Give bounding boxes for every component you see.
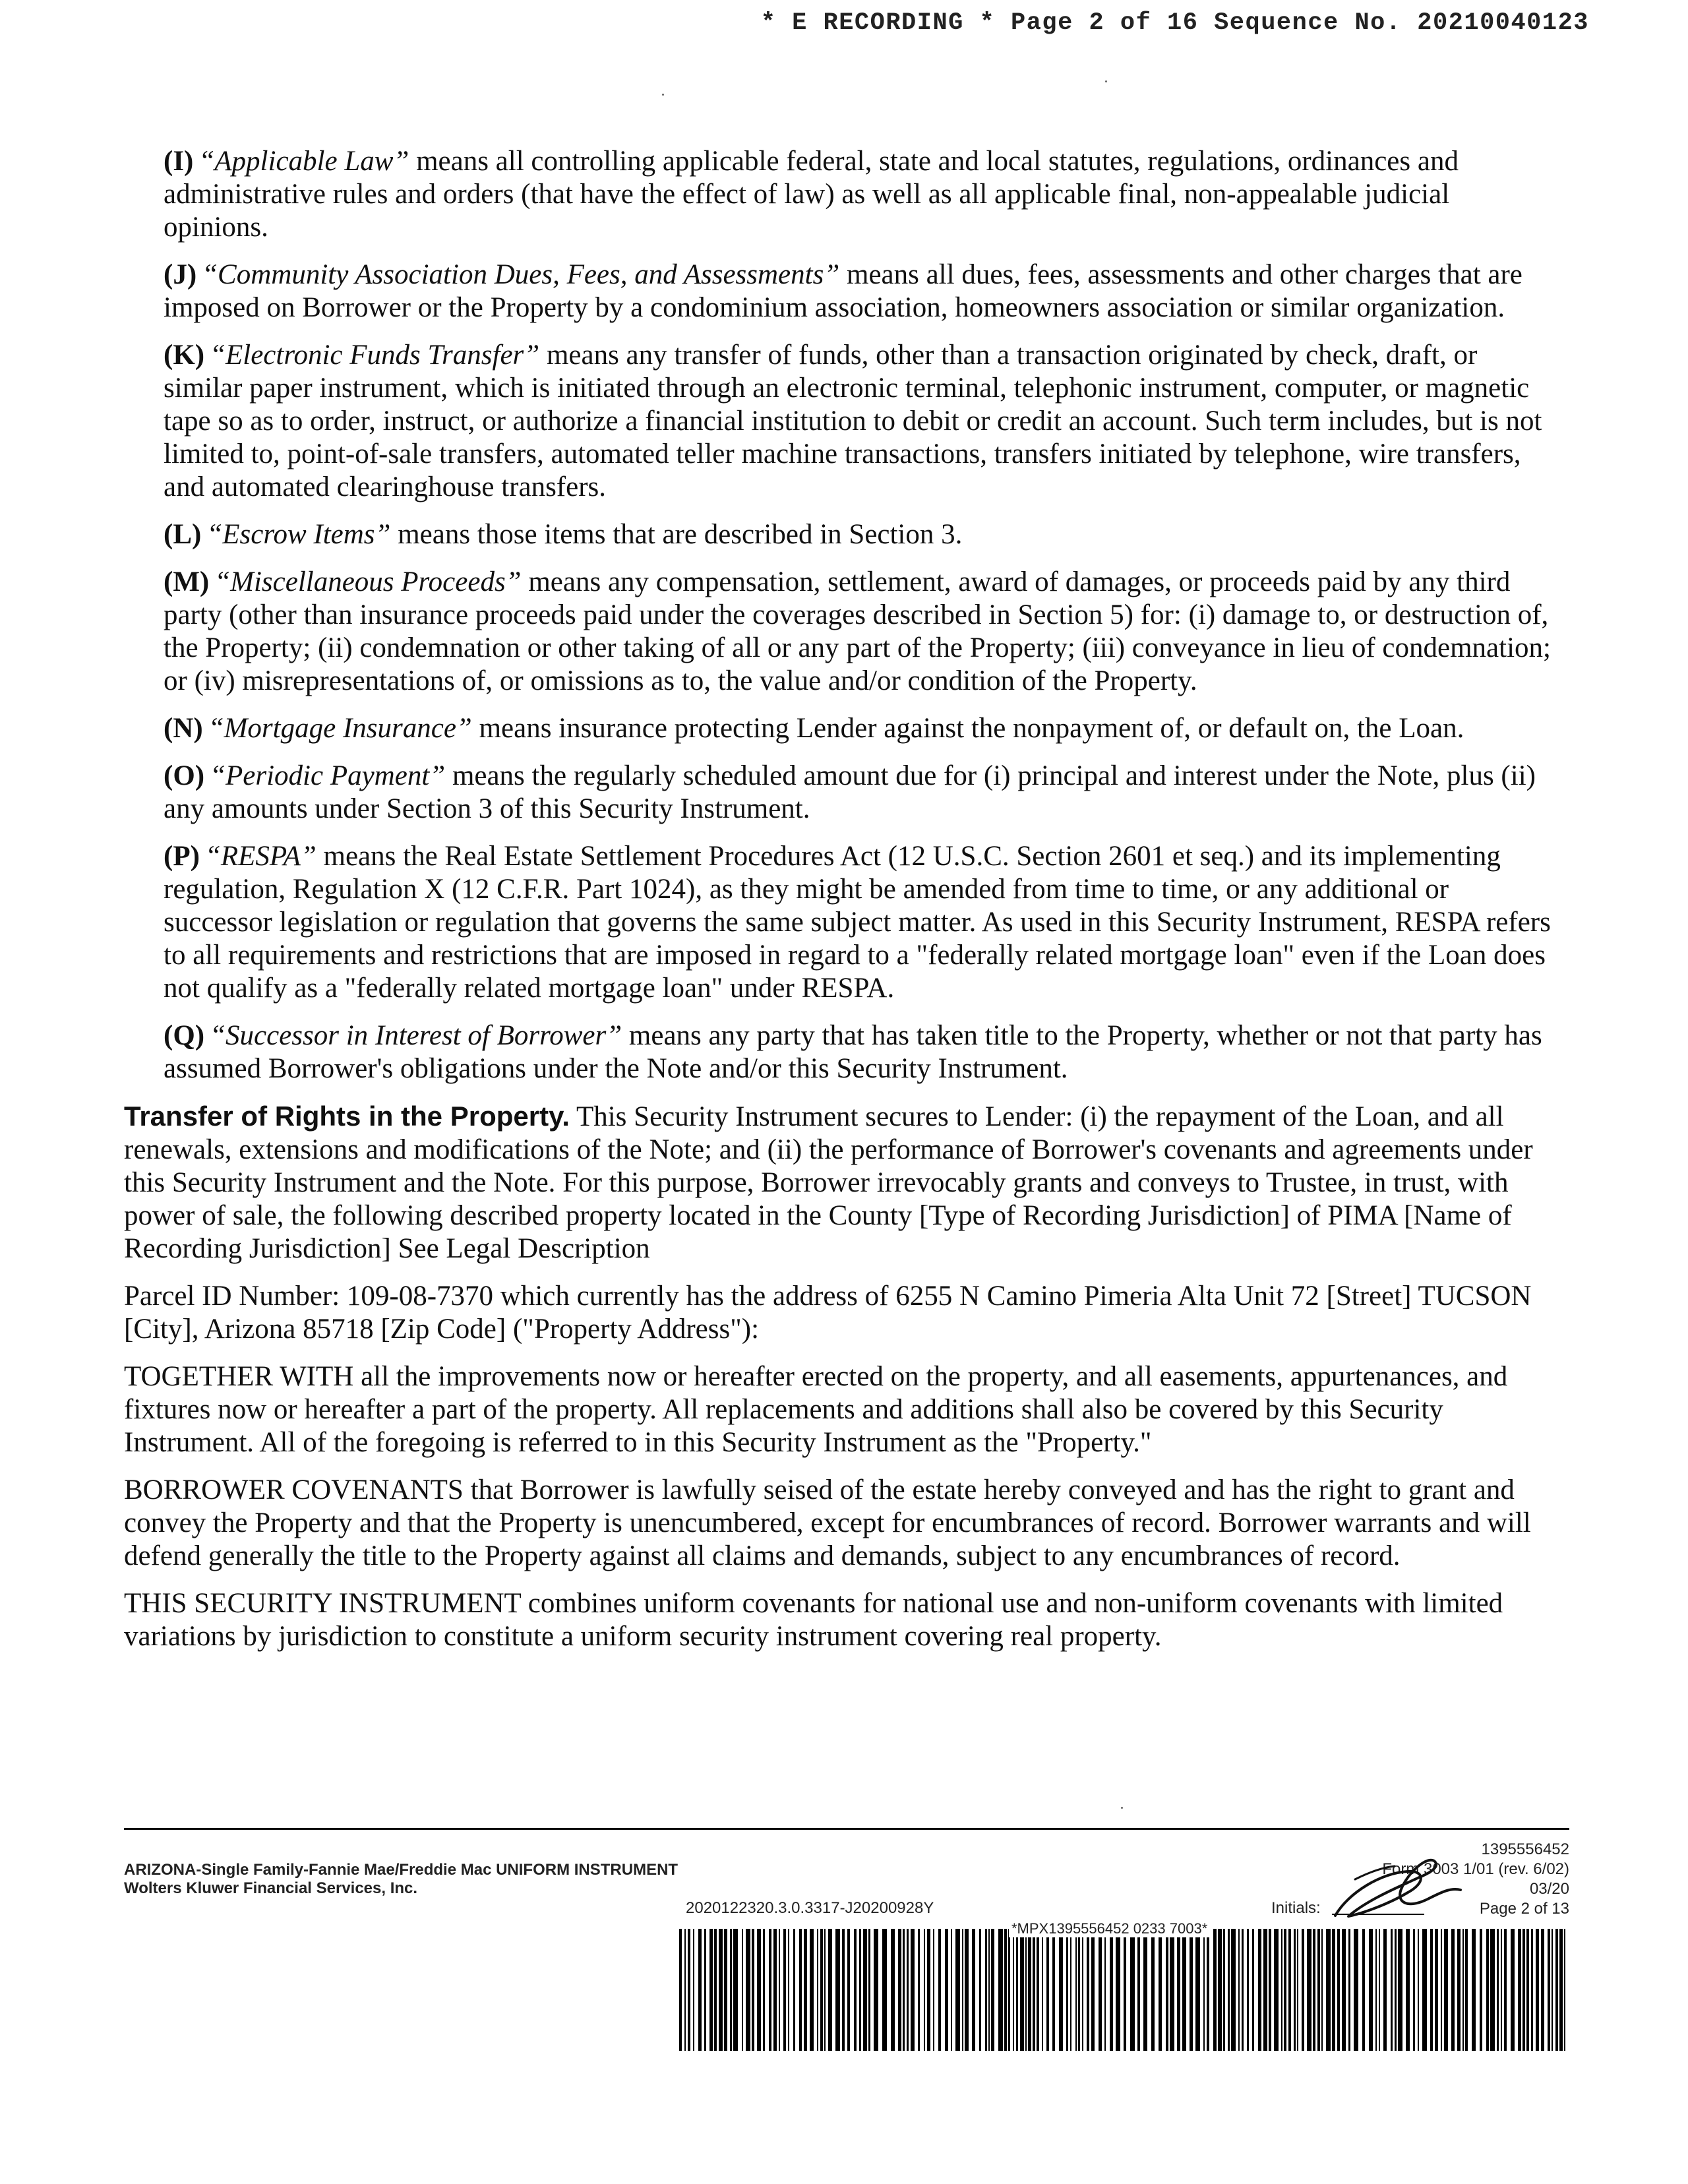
barcode-bar xyxy=(769,1929,771,2051)
barcode-bar xyxy=(1059,1929,1063,2051)
barcode-bar xyxy=(842,1929,845,2051)
barcode-bar xyxy=(1228,1929,1230,2051)
definition-text: means any compensation, settlement, award of damages, or proceeds paid by any third party (other than insurance proceeds paid under the coverages described in Section 5) for: (i) damage to, or destruction of, the Property; (ii) condemnation or other taking of all or any part of the Property; (iii) conveyance in lieu of condemnation; or (iv) misrepresentations of, or omissions as to, the value and/or condition of the Property. xyxy=(164,566,1551,696)
barcode-bar xyxy=(1526,1929,1529,2051)
loan-number: 1395556452 xyxy=(1481,1840,1569,1858)
barcode-bar xyxy=(1375,1929,1377,2051)
barcode-bar xyxy=(1413,1929,1415,2051)
barcode-bar xyxy=(1441,1929,1442,2051)
barcode-bar xyxy=(763,1929,765,2051)
barcode-bar xyxy=(1033,1929,1035,2051)
barcode-bar xyxy=(1369,1929,1373,2051)
barcode-bar xyxy=(1263,1929,1267,2051)
barcode-bar xyxy=(1490,1929,1495,2051)
barcode-bar xyxy=(804,1929,807,2051)
definition-text: means the Real Estate Settlement Procedures Act (12 U.S.C. Section 2601 et seq.) and its implementing regulation, Regulation X (12 C.F.R. Part 1024), as they might be amended from time to time, or any additional or successor legislation or regulation that governs the same subject matter. As used in this Security Instrument, RESPA refers to all requirements and restrictions that are imposed in regard to a "federally related mortgage loan" even if the Loan does not qualify as a "federally related mortgage loan" under RESPA. xyxy=(164,841,1551,1004)
barcode-bar xyxy=(1552,1929,1553,2051)
barcode-bar xyxy=(1028,1929,1031,2051)
barcode-bar xyxy=(907,1929,909,2051)
initials-signature xyxy=(1309,1853,1467,1932)
transfer-of-rights-paragraph xyxy=(124,1100,1555,1265)
barcode-bar xyxy=(1213,1929,1217,2051)
definition-term: “Applicable Law” xyxy=(198,146,409,177)
barcode-bar xyxy=(1203,1929,1205,2051)
scan-speck xyxy=(1105,80,1107,82)
barcode-bar xyxy=(1302,1929,1304,2051)
barcode-bar xyxy=(1332,1929,1335,2051)
barcode-bar xyxy=(1104,1929,1106,2051)
barcode-bar xyxy=(1116,1929,1120,2051)
footer-divider xyxy=(124,1828,1569,1830)
barcode-bar xyxy=(1337,1929,1340,2051)
barcode-bar xyxy=(1182,1929,1186,2051)
transfer-text: This Security Instrument secures to Lender: (i) the repayment of the Loan, and all renewals, extensions and modifications of the Note; and (ii) the performance of Borrower's covenants and agreements under this Security Instrument and the Note. For this purpose, Borrower irrevocably grants and conveys to Trustee, in trust, with power of sale, the following described property located in the County [Type of Recording Jurisdiction] of PIMA [Name of Recording Jurisdiction] See Legal Description xyxy=(124,1101,1533,1264)
barcode-bar xyxy=(979,1929,981,2051)
barcode-bar xyxy=(1522,1929,1525,2051)
barcode-bar xyxy=(1075,1929,1077,2051)
barcode-bar xyxy=(1223,1929,1225,2051)
definition-term: “Mortgage Insurance” xyxy=(208,713,472,744)
barcode-bar xyxy=(1555,1929,1558,2051)
barcode-bar xyxy=(1531,1929,1533,2051)
definition-item xyxy=(164,566,1555,698)
barcode-bar xyxy=(868,1929,870,2051)
barcode-bar xyxy=(1398,1929,1402,2051)
barcode-bar xyxy=(985,1929,987,2051)
barcode-bar xyxy=(898,1929,901,2051)
definition-text: means any transfer of funds, other than a transaction originated by check, draft, or similar paper instrument, which is initiated through an electronic terminal, telephonic instrument, computer, or magnetic tape so as to order, instruct, or authorize a financial institution to debit or credit an account. Such term includes, but is not limited to, point-of-sale transfers, automated teller machine transactions, transfers initiated by telephone, wire transfers, and automated clearinghouse transfers. xyxy=(164,340,1542,502)
barcode-bar xyxy=(1159,1929,1162,2051)
barcode-bar xyxy=(679,1929,682,2051)
barcode-bar xyxy=(1444,1929,1448,2051)
barcode-bar xyxy=(854,1929,857,2051)
barcode-bar xyxy=(1559,1929,1563,2051)
barcode-bar xyxy=(1472,1929,1476,2051)
borrower-covenants-paragraph: BORROWER COVENANTS that Borrower is lawfully seised of the estate hereby conveyed and has the right to grant and convey the Property and that the Property is unencumbered, except for encumbrances of record. Borrower warrants and will defend generally the title to the Property against all claims and demands, subject to any encumbrances of record. xyxy=(124,1474,1531,1571)
form-number: Form 3003 1/01 (rev. 6/02) xyxy=(1382,1860,1569,1878)
definition-item xyxy=(164,518,1555,551)
definition-letter: (I) xyxy=(164,146,194,177)
barcode-bar xyxy=(1238,1929,1240,2051)
definition-text: means insurance protecting Lender against the nonpayment of, or default on, the Loan. xyxy=(471,713,1464,744)
barcode-bar xyxy=(945,1929,948,2051)
barcode-bar xyxy=(1218,1929,1222,2051)
barcode-bar xyxy=(1501,1929,1502,2051)
barcode-bar xyxy=(874,1929,878,2051)
definition-term: “Community Association Dues, Fees, and Assessments” xyxy=(202,259,840,290)
barcode-bar xyxy=(938,1929,941,2051)
definition-term: “Electronic Funds Transfer” xyxy=(210,340,540,371)
page-number: Page 2 of 13 xyxy=(1479,1900,1569,1918)
barcode-bar xyxy=(1177,1929,1180,2051)
definition-term: “Miscellaneous Proceeds” xyxy=(214,566,522,597)
barcode-bar xyxy=(1087,1929,1089,2051)
barcode-bar xyxy=(684,1929,686,2051)
barcode-bar xyxy=(863,1929,867,2051)
barcode-bar xyxy=(799,1929,802,2051)
definition-term: “RESPA” xyxy=(204,841,316,872)
definition-text: means those items that are described in Section 3. xyxy=(390,519,963,550)
barcode-bar xyxy=(1013,1929,1014,2051)
barcode-bar xyxy=(1480,1929,1482,2051)
barcode-bar xyxy=(783,1929,786,2051)
barcode-bar xyxy=(1465,1929,1468,2051)
barcode-bar xyxy=(817,1929,818,2051)
barcode-bar xyxy=(1406,1929,1410,2051)
document-body xyxy=(124,145,1555,1668)
barcode-bar xyxy=(1379,1929,1380,2051)
barcode-bar xyxy=(1348,1929,1350,2051)
definitions-list xyxy=(124,145,1555,1085)
definition-item xyxy=(164,258,1555,324)
barcode-bar xyxy=(1078,1929,1080,2051)
barcode-bar xyxy=(998,1929,1003,2051)
barcode-bar xyxy=(824,1929,826,2051)
form-date: 03/20 xyxy=(1529,1880,1569,1898)
barcode-bar xyxy=(1130,1929,1135,2051)
definition-letter: (N) xyxy=(164,713,203,744)
definition-term: “Periodic Payment” xyxy=(210,760,446,791)
barcode-bar xyxy=(1082,1929,1083,2051)
barcode-bar xyxy=(709,1929,713,2051)
form-title: ARIZONA-Single Family-Fannie Mae/Freddie Mac UNIFORM INSTRUMENT xyxy=(124,1861,678,1879)
barcode-bar xyxy=(1137,1929,1140,2051)
definition-item xyxy=(164,145,1555,244)
recording-header: * E RECORDING * Page 2 of 16 Sequence No. 20210040123 xyxy=(760,9,1589,37)
barcode-image xyxy=(679,1929,1566,2051)
barcode-bar xyxy=(688,1929,690,2051)
barcode-bar xyxy=(1354,1929,1358,2051)
barcode-bar xyxy=(1004,1929,1007,2051)
barcode-bar xyxy=(1016,1929,1018,2051)
definition-text: means all controlling applicable federal, state and local statutes, regulations, ordinances and administrative rules and orders (that have the effect of law) as well as all applicable final, non-appealable judicial opinions. xyxy=(164,146,1459,243)
barcode-bar xyxy=(1294,1929,1296,2051)
barcode-bar xyxy=(1124,1929,1126,2051)
barcode-bar xyxy=(1099,1929,1102,2051)
barcode-bar xyxy=(1025,1929,1027,2051)
barcode-bar xyxy=(1190,1929,1193,2051)
definition-term: “Successor in Interest of Borrower” xyxy=(210,1020,622,1051)
definition-item xyxy=(164,1019,1555,1085)
barcode-bar xyxy=(1143,1929,1147,2051)
barcode-bar xyxy=(1313,1929,1315,2051)
barcode-bar xyxy=(1418,1929,1419,2051)
definition-text: means all dues, fees, assessments and other charges that are imposed on Borrower or the Property by a condominium association, homeowners association or similar organization. xyxy=(164,259,1522,323)
barcode-bar xyxy=(847,1929,850,2051)
definition-item xyxy=(164,339,1555,504)
barcode-bar xyxy=(1042,1929,1043,2051)
barcode-bar xyxy=(1008,1929,1010,2051)
barcode-bar xyxy=(1457,1929,1461,2051)
document-code: 2020122320.3.0.3317-J20200928Y xyxy=(686,1899,934,1917)
barcode-bar xyxy=(988,1929,990,2051)
barcode-bar xyxy=(1297,1929,1298,2051)
barcode-bar xyxy=(1422,1929,1427,2051)
barcode-bar xyxy=(1541,1929,1544,2051)
barcode-bar xyxy=(1110,1929,1113,2051)
barcode-label: *MPX1395556452 0233 7003* xyxy=(1009,1920,1210,1937)
together-with-paragraph: TOGETHER WITH all the improvements now or hereafter erected on the property, and all easements, appurtenances, and fixtures now or hereafter a part of the property. All replacements and additions shall also be covered by this Security Instrument. All of the foregoing is referred to in this Security Instrument as the "Property." xyxy=(124,1361,1508,1458)
barcode-bar xyxy=(719,1929,723,2051)
barcode-bar xyxy=(1391,1929,1393,2051)
barcode-bar xyxy=(752,1929,754,2051)
barcode-bar xyxy=(1518,1929,1521,2051)
barcode-bar xyxy=(927,1929,930,2051)
barcode-bar xyxy=(1037,1929,1039,2051)
barcode-bar xyxy=(828,1929,832,2051)
barcode-bar xyxy=(1231,1929,1236,2051)
barcode-bar xyxy=(882,1929,887,2051)
barcode-bar xyxy=(1066,1929,1068,2051)
barcode-bar xyxy=(1020,1929,1024,2051)
barcode-bar xyxy=(773,1929,777,2051)
barcode-bar xyxy=(1462,1929,1464,2051)
barcode-bar xyxy=(965,1929,969,2051)
initials-label: Initials: xyxy=(1271,1899,1321,1917)
barcode-bar xyxy=(1497,1929,1499,2051)
barcode-bar xyxy=(810,1929,814,2051)
barcode-bar xyxy=(1207,1929,1209,2051)
barcode-bar xyxy=(742,1929,743,2051)
barcode-bar xyxy=(911,1929,915,2051)
definition-letter: (K) xyxy=(164,340,205,371)
barcode-bar xyxy=(1342,1929,1346,2051)
barcode-bar xyxy=(933,1929,934,2051)
barcode-bar xyxy=(924,1929,925,2051)
barcode-bar xyxy=(1046,1929,1049,2051)
footer-form-info xyxy=(124,1861,678,1898)
barcode-bar xyxy=(835,1929,840,2051)
barcode-bar xyxy=(733,1929,738,2051)
barcode-bar xyxy=(779,1929,780,2051)
parcel-paragraph: Parcel ID Number: 109-08-7370 which currently has the address of 6255 N Camino Pimeria Alta Unit 72 [Street] TUCSON [City], Arizona 85718 [Zip Code] ("Property Address"): xyxy=(124,1281,1532,1345)
transfer-heading: Transfer of Rights in the Property. xyxy=(124,1101,570,1132)
barcode-bar xyxy=(859,1929,861,2051)
barcode-bar xyxy=(1252,1929,1254,2051)
definition-item xyxy=(164,712,1555,745)
barcode-bar xyxy=(704,1929,706,2051)
barcode-bar xyxy=(1151,1929,1155,2051)
barcode-bar xyxy=(730,1929,732,2051)
barcode-bar xyxy=(1195,1929,1200,2051)
barcode-bar xyxy=(1274,1929,1279,2051)
barcode-bar xyxy=(1258,1929,1261,2051)
barcode-bar xyxy=(746,1929,750,2051)
barcode-bar xyxy=(1362,1929,1365,2051)
definition-letter: (Q) xyxy=(164,1020,205,1051)
scan-speck xyxy=(662,94,664,96)
barcode-bar xyxy=(1284,1929,1286,2051)
barcode-bar xyxy=(1504,1929,1507,2051)
barcode-bar xyxy=(918,1929,920,2051)
barcode-bar xyxy=(1486,1929,1489,2051)
barcode-bar xyxy=(962,1929,963,2051)
definition-letter: (P) xyxy=(164,841,200,872)
barcode-bar xyxy=(1269,1929,1271,2051)
barcode-bar xyxy=(724,1929,727,2051)
barcode-bar xyxy=(698,1929,702,2051)
barcode-bar xyxy=(1070,1929,1071,2051)
barcode-bar xyxy=(972,1929,975,2051)
barcode-bar xyxy=(1247,1929,1249,2051)
definition-letter: (O) xyxy=(164,760,205,791)
definition-item xyxy=(164,840,1555,1005)
security-instrument-paragraph: THIS SECURITY INSTRUMENT combines uniform covenants for national use and non-uniform covenants with limited variations by jurisdiction to constitute a uniform security instrument covering real property. xyxy=(124,1588,1503,1652)
barcode-bar xyxy=(1317,1929,1320,2051)
definition-letter: (J) xyxy=(164,259,197,290)
barcode-bar xyxy=(1430,1929,1433,2051)
barcode-bar xyxy=(714,1929,717,2051)
barcode-bar xyxy=(891,1929,895,2051)
barcode-bar xyxy=(757,1929,761,2051)
barcode-bar xyxy=(1307,1929,1311,2051)
barcode-bar xyxy=(1281,1929,1282,2051)
barcode-bar xyxy=(1321,1929,1323,2051)
definition-term: “Escrow Items” xyxy=(206,519,391,550)
barcode-bar xyxy=(1383,1929,1387,2051)
barcode-bar xyxy=(820,1929,823,2051)
definition-item xyxy=(164,760,1555,826)
definition-letter: (L) xyxy=(164,519,202,550)
barcode-bar xyxy=(1395,1929,1397,2051)
barcode-bar xyxy=(788,1929,789,2051)
barcode-bar xyxy=(1451,1929,1455,2051)
definition-text: means any party that has taken title to the Property, whether or not that party has assumed Borrower's obligations under the Note and/or this Security Instrument. xyxy=(164,1020,1542,1084)
barcode-bar xyxy=(903,1929,905,2051)
barcode-bar xyxy=(951,1929,952,2051)
barcode-bar xyxy=(1536,1929,1539,2051)
barcode-bar xyxy=(1326,1929,1331,2051)
definition-letter: (M) xyxy=(164,566,210,597)
barcode-bar xyxy=(1564,1929,1565,2051)
barcode-bar xyxy=(1548,1929,1550,2051)
barcode-bar xyxy=(1052,1929,1055,2051)
barcode-bar xyxy=(1511,1929,1515,2051)
barcode-bar xyxy=(1091,1929,1095,2051)
barcode-bar xyxy=(955,1929,960,2051)
barcode-bar xyxy=(991,1929,994,2051)
definition-text: means the regularly scheduled amount due for (i) principal and interest under the Note, plus (ii) any amounts under Section 3 of this Security Instrument. xyxy=(164,760,1536,824)
barcode-bar xyxy=(693,1929,694,2051)
barcode-bar xyxy=(1170,1929,1174,2051)
barcode-bar xyxy=(1166,1929,1168,2051)
barcode-bar xyxy=(1435,1929,1438,2051)
scan-speck xyxy=(1121,1807,1123,1809)
publisher-name: Wolters Kluwer Financial Services, Inc. xyxy=(124,1879,418,1897)
barcode-bar xyxy=(793,1929,795,2051)
barcode-bar xyxy=(1242,1929,1244,2051)
barcode-bar xyxy=(1288,1929,1291,2051)
